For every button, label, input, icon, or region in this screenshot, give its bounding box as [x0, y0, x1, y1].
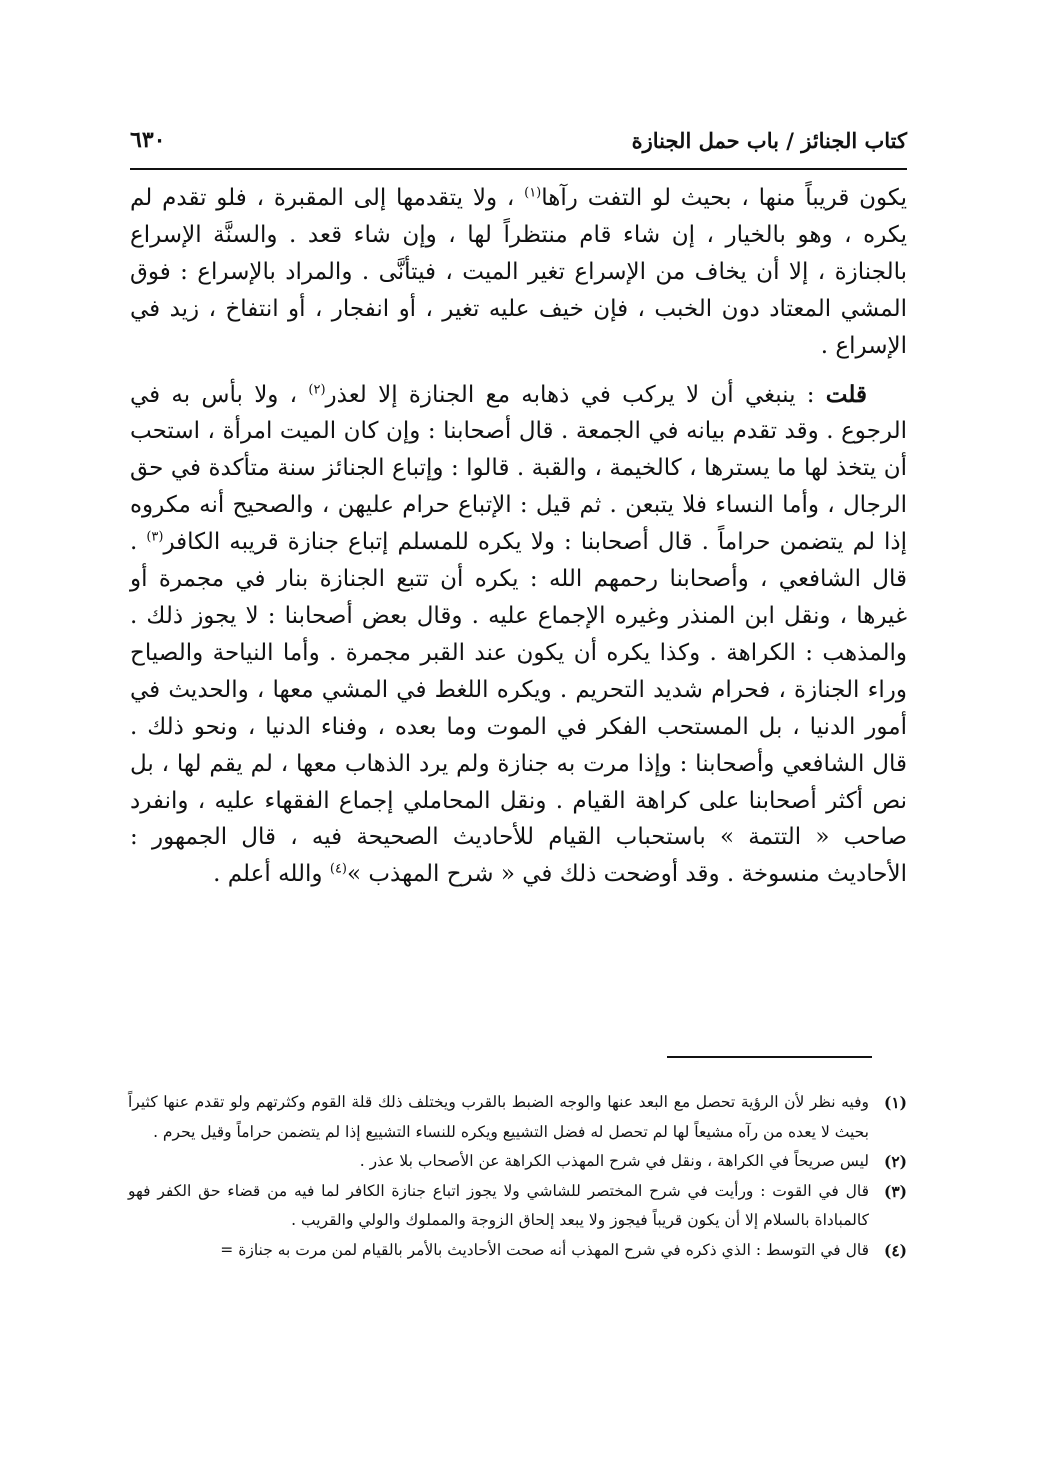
text-run: : ينبغي أن لا يركب في ذهابه مع الجنازة إلا لعذر: [325, 381, 826, 408]
running-header: [130, 122, 907, 158]
footnotes: [128, 1088, 907, 1265]
footnote-2: [128, 1147, 907, 1177]
text-run: . قال الشافعي ، وأصحابنا رحمهم الله : يكره أن تتبع الجنازة بنار في مجمرة أو غيرها ، ونقل ابن المنذر وغيره الإجماع عليه . وقال بعض أصحابنا : لا يجوز ذلك . والمذهب : الكراهة . وكذا يكره أن يكون عند القبر مجمرة . وأما النياحة والصياح وراء الجنازة ، فحرام شديد التحريم . ويكره اللغط في المشي معها ، والحديث في أمور الدنيا ، بل المستحب الفكر في الموت وما بعده ، وفناء الدنيا ، ونحو ذلك . قال الشافعي وأصحابنا : وإذا مرت به جنازة ولم يرد الذهاب معها ، لم يقم لها ، بل نص أكثر أصحابنا على كراهة القيام . ونقل المحاملي إجماع الفقهاء عليه ، وانفرد صاحب « التتمة » باستحباب القيام للأحاديث الصحيحة فيه ، قال الجمهور : الأحاديث منسوخة . وقد أوضحت ذلك في « شرح المهذب »: [130, 529, 907, 888]
header-rule: [130, 168, 907, 170]
footnote-1: [128, 1088, 907, 1147]
text-run: والله أعلم .: [213, 861, 330, 888]
main-text: [130, 180, 907, 893]
footnote-text: وفيه نظر لأن الرؤية تحصل مع البعد عنها والوجه الضبط بالقرب ويختلف ذلك قلة القوم وكثرتهم ولو تقدم عنها كثيراً بحيث لا يعده من رآه مشيعاً لها لم تحصل له فضل التشييع ويكره للنساء التشييع إذا لم يتضمن حراماً وقيل يحرم .: [128, 1093, 869, 1141]
footnote-number: (٢): [883, 1152, 907, 1171]
footnote-text: ليس صريحاً في الكراهة ، ونقل في شرح المهذب الكراهة عن الأصحاب بلا عذر .: [359, 1152, 869, 1170]
paragraph-lead-word: قلت: [825, 380, 867, 408]
footnote-number: (١): [883, 1093, 907, 1112]
page-number: ٦٣٠: [130, 127, 166, 153]
footnote-ref-2[interactable]: (٢): [308, 381, 326, 397]
header-title: كتاب الجنائز / باب حمل الجنازة: [631, 127, 907, 153]
footnote-text: قال في التوسط : الذي ذكره في شرح المهذب أنه صحت الأحاديث بالأمر بالقيام لمن مرت به جنازة =: [220, 1240, 869, 1259]
footnote-ref-3[interactable]: (٣): [146, 529, 164, 545]
footnote-ref-1[interactable]: (١): [524, 185, 542, 201]
text-run: يكون قريباً منها ، بحيث لو التفت رآها: [541, 185, 907, 211]
paragraph-1: [130, 180, 907, 365]
footnote-number: (٣): [883, 1181, 907, 1201]
paragraph-2: [130, 377, 907, 894]
footnote-4: [128, 1236, 907, 1266]
footnote-ref-4[interactable]: (٤): [329, 861, 347, 877]
text-run: ، ولا بأس به في الرجوع . وقد تقدم بيانه في الجمعة . قال أصحابنا : وإن كان الميت امرأة ، استحب أن يتخذ لها ما يسترها ، كالخيمة ، والقبة . قالوا : وإتباع الجنائز سنة متأكدة في حق الرجال ، وأما النساء فلا يتبعن . ثم قيل : الإتباع حرام عليهن ، والصحيح أنه مكروه إذا لم يتضمن حراماً . قال أصحابنا : ولا يكره للمسلم إتباع جنازة قريبه الكافر: [130, 381, 907, 556]
footnote-number: (٤): [883, 1240, 907, 1260]
footnote-3: [128, 1177, 907, 1236]
footnote-separator: [667, 1056, 872, 1058]
footnote-text: قال في القوت : ورأيت في شرح المختصر للشاشي ولا يجوز اتباع جنازة الكافر لما فيه من قضاء حق الكفر فهو كالمباداة بالسلام إلا أن يكون قريباً فيجوز ولا يبعد إلحاق الزوجة والمملوك والولي والقريب .: [128, 1181, 869, 1229]
text-run: ، ولا يتقدمها إلى المقبرة ، فلو تقدم لم يكره ، وهو بالخيار ، إن شاء قام منتظراً لها ، وإن شاء قعد . والسنَّة الإسراع بالجنازة ، إلا أن يخاف من الإسراع تغير الميت ، فيتأنَّى . والمراد بالإسراع : فوق المشي المعتاد دون الخبب ، فإن خيف عليه تغير ، أو انفجار ، أو انتفاخ ، زيد في الإسراع .: [130, 185, 907, 359]
